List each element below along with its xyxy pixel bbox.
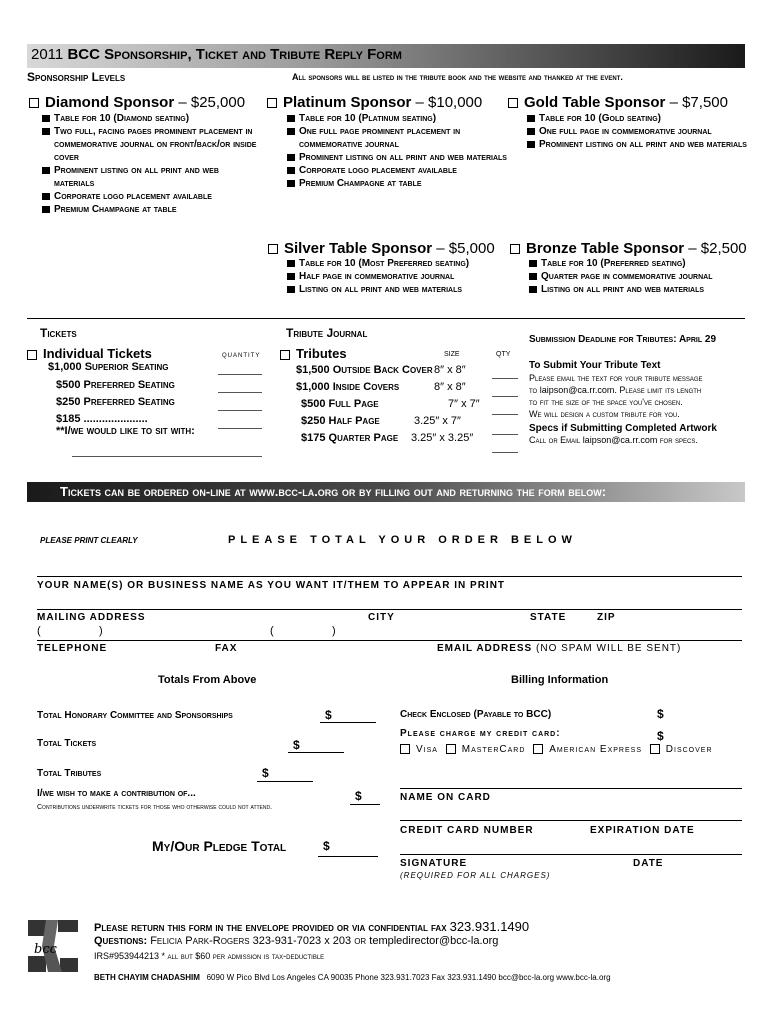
- gold-checkbox[interactable]: [508, 98, 518, 108]
- ticket-row: $185 .....................: [56, 413, 148, 425]
- billing-heading: Billing Information: [511, 674, 609, 686]
- check-enclosed[interactable]: Check Enclosed (Payable to BCC): [400, 709, 552, 720]
- tribute-size: 8″ x 8″: [434, 364, 466, 376]
- ticket-row: $1,000 Superior Seating: [48, 361, 169, 373]
- qty-line[interactable]: [218, 392, 262, 393]
- phone-line[interactable]: [37, 640, 742, 641]
- deadline: Submission Deadline for Tributes: April 29: [529, 334, 717, 345]
- sponsor-note: All sponsors will be listed in the tribute book and the website and thanked at the event.: [292, 72, 623, 82]
- submit-text: Please email the text for your tribute message to laipson@ca.rr.com. Please limit its length to fit the size of the space you've chosen. We will design a custom tribute for you.: [529, 373, 703, 419]
- diamond-checkbox[interactable]: [29, 98, 39, 108]
- dollar-sign: $: [323, 839, 330, 853]
- amex-checkbox[interactable]: [533, 744, 543, 754]
- order-banner-text[interactable]: Tickets can be ordered on-line at www.bcc-la.org or by filling out and returning the form below:: [60, 484, 607, 499]
- platinum-benefits: Table for 10 (Platinum seating) One full page prominent placement in commemorative journal Prominent listing on all print and web materials Corporate logo placement available Premium Champagne at table: [285, 112, 510, 190]
- divider: [27, 318, 745, 319]
- expiration-label: EXPIRATION DATE: [590, 825, 695, 836]
- telephone-label: TELEPHONE: [37, 643, 108, 654]
- tribute-row: $500 Full Page: [301, 398, 379, 410]
- form-title: 2011 BCC Sponsorship, Ticket and Tribute Reply Form: [31, 46, 402, 63]
- signature-label: SIGNATURE: [400, 858, 468, 869]
- silver-benefits: Table for 10 (Most Preferred seating) Half page in commemorative journal Listing on all print and web materials: [285, 257, 515, 296]
- pledge-total: My/Our Pledge Total: [152, 838, 287, 854]
- bcc-logo-graphic: [28, 920, 78, 972]
- total-tributes: Total Tributes: [37, 768, 102, 779]
- qty-line[interactable]: [492, 434, 518, 435]
- ticket-row: $250 Preferred Seating: [56, 396, 175, 408]
- qty-line[interactable]: [492, 414, 518, 415]
- order-heading: PLEASE TOTAL YOUR ORDER BELOW: [228, 534, 577, 546]
- gold-sponsor-title[interactable]: Gold Table Sponsor – $7,500: [508, 94, 728, 111]
- phone-paren-open: (: [37, 625, 41, 637]
- card-options[interactable]: Visa MasterCard American Express Discover: [400, 744, 713, 755]
- fax-label: FAX: [215, 643, 238, 654]
- tickets-heading: Tickets: [40, 326, 77, 340]
- tickets-checkbox[interactable]: [27, 350, 37, 360]
- phone-paren-close: ): [99, 625, 103, 637]
- fax-paren-close: ): [332, 625, 336, 637]
- specs-title: Specs if Submitting Completed Artwork: [529, 423, 717, 434]
- tributes-checkbox[interactable]: [280, 350, 290, 360]
- gold-benefits: Table for 10 (Gold seating) One full page in commemorative journal Prominent listing on all print and web materials: [525, 112, 747, 151]
- qty-line[interactable]: [492, 378, 518, 379]
- visa-checkbox[interactable]: [400, 744, 410, 754]
- state-label: STATE: [530, 612, 567, 623]
- discover-checkbox[interactable]: [650, 744, 660, 754]
- required-note: (REQUIRED FOR ALL CHARGES): [400, 871, 551, 880]
- tribute-row: $175 Quarter Page: [301, 432, 399, 444]
- qty-line[interactable]: [218, 428, 262, 429]
- name-line[interactable]: [37, 576, 742, 577]
- qty-line[interactable]: [218, 374, 262, 375]
- tribute-size: 7″ x 7″: [448, 398, 480, 410]
- dollar-sign: $: [657, 729, 664, 743]
- dollar-sign: $: [657, 707, 664, 721]
- contribution-note: Contributions underwrite tickets for those who otherwise could not attend.: [37, 804, 273, 811]
- contact-email[interactable]: templedirector@bcc-la.org: [369, 935, 499, 947]
- mailing-label: MAILING ADDRESS: [37, 612, 146, 623]
- fax-paren-open: (: [270, 625, 274, 637]
- individual-tickets[interactable]: Individual Tickets: [27, 346, 152, 361]
- cc-number-label: CREDIT CARD NUMBER: [400, 825, 534, 836]
- submit-title: To Submit Your Tribute Text: [529, 360, 661, 371]
- totals-heading: Totals From Above: [158, 674, 257, 686]
- org-address: BETH CHAYIM CHADASHIM 6090 W Pico Blvd Los Angeles CA 90035 Phone 323.931.7023 Fax 323.931.1490 bcc@bcc-la.org www.bcc-la.org: [94, 973, 611, 982]
- section-title: Sponsorship Levels: [27, 70, 126, 84]
- bronze-sponsor-title[interactable]: Bronze Table Sponsor – $2,500: [510, 240, 747, 257]
- tribute-row: $250 Half Page: [301, 415, 380, 427]
- ticket-row: $500 Preferred Seating: [56, 379, 175, 391]
- tribute-row: $1,500 Outside Back Cover: [296, 364, 433, 376]
- platinum-checkbox[interactable]: [267, 98, 277, 108]
- specs-text: Call or Email laipson@ca.rr.com for specs.: [529, 435, 698, 445]
- name-on-card-label: NAME ON CARD: [400, 792, 491, 803]
- address-line[interactable]: [37, 609, 742, 610]
- total-tickets: Total Tickets: [37, 738, 97, 749]
- quantity-label: quantity: [222, 350, 261, 359]
- cc-number-line[interactable]: [400, 820, 742, 821]
- bronze-benefits: Table for 10 (Preferred seating) Quarter page in commemorative journal Listing on all print and web materials: [527, 257, 757, 296]
- card-name-line[interactable]: [400, 788, 742, 789]
- city-label: CITY: [368, 612, 395, 623]
- total-line[interactable]: [288, 752, 344, 753]
- charge-label: Please charge my credit card:: [400, 728, 561, 739]
- signature-line[interactable]: [400, 854, 742, 855]
- print-clearly: PLEASE PRINT CLEARLY: [40, 536, 138, 545]
- silver-sponsor-title[interactable]: Silver Table Sponsor – $5,000: [268, 240, 495, 257]
- sit-with-line[interactable]: [72, 456, 262, 457]
- total-line[interactable]: [350, 804, 380, 805]
- questions-line: Questions: Felicia Park-Rogers 323-931-7023 x 203 or templedirector@bcc-la.org: [94, 935, 499, 947]
- logo-text: bcc: [34, 942, 57, 957]
- mastercard-checkbox[interactable]: [446, 744, 456, 754]
- pledge-line[interactable]: [318, 856, 378, 857]
- dollar-sign: $: [355, 789, 362, 803]
- sit-with-label: **I/we would like to sit with:: [56, 425, 195, 437]
- silver-checkbox[interactable]: [268, 244, 278, 254]
- size-label: size: [444, 348, 460, 359]
- tribute-size: 3.25″ x 7″: [414, 415, 461, 427]
- names-label: YOUR NAME(S) OR BUSINESS NAME AS YOU WANT IT/THEM TO APPEAR IN PRINT: [37, 580, 506, 591]
- contribution-label: I/we wish to make a contribution of...: [37, 788, 196, 799]
- bcc-logo: [28, 920, 78, 972]
- qty-line[interactable]: [492, 452, 518, 453]
- diamond-sponsor-title[interactable]: Diamond Sponsor – $25,000: [29, 94, 245, 111]
- tribute-row: $1,000 Inside Covers: [296, 381, 400, 393]
- qty-line[interactable]: [218, 410, 262, 411]
- date-label: DATE: [633, 858, 664, 869]
- qty-label: qty: [496, 348, 511, 359]
- dollar-sign: $: [262, 766, 269, 780]
- tribute-heading: Tribute Journal: [286, 326, 368, 340]
- total-line[interactable]: [320, 722, 376, 723]
- platinum-sponsor-title[interactable]: Platinum Sponsor – $10,000: [267, 94, 482, 111]
- diamond-benefits: Table for 10 (Diamond seating) Two full, facing pages prominent placement in commemorative journal on front/back/or inside cover Prominent listing on all print and web materials Corporate logo placement available Premium Champagne at table: [40, 112, 260, 216]
- return-text: Please return this form in the envelope provided or via confidential fax 323.931.1490: [94, 919, 530, 934]
- total-sponsorships: Total Honorary Committee and Sponsorships: [37, 710, 233, 721]
- bronze-checkbox[interactable]: [510, 244, 520, 254]
- dollar-sign: $: [293, 738, 300, 752]
- dollar-sign: $: [325, 708, 332, 722]
- total-line[interactable]: [257, 781, 313, 782]
- tributes-option[interactable]: Tributes: [280, 346, 347, 361]
- qty-line[interactable]: [492, 396, 518, 397]
- tribute-size: 8″ x 8″: [434, 381, 466, 393]
- irs-note: IRS#953944213 * all but $60 per admission is tax-deductible: [94, 951, 325, 961]
- zip-label: ZIP: [597, 612, 616, 623]
- email-label: EMAIL ADDRESS (NO SPAM WILL BE SENT): [437, 643, 682, 654]
- tribute-size: 3.25″ x 3.25″: [411, 432, 474, 444]
